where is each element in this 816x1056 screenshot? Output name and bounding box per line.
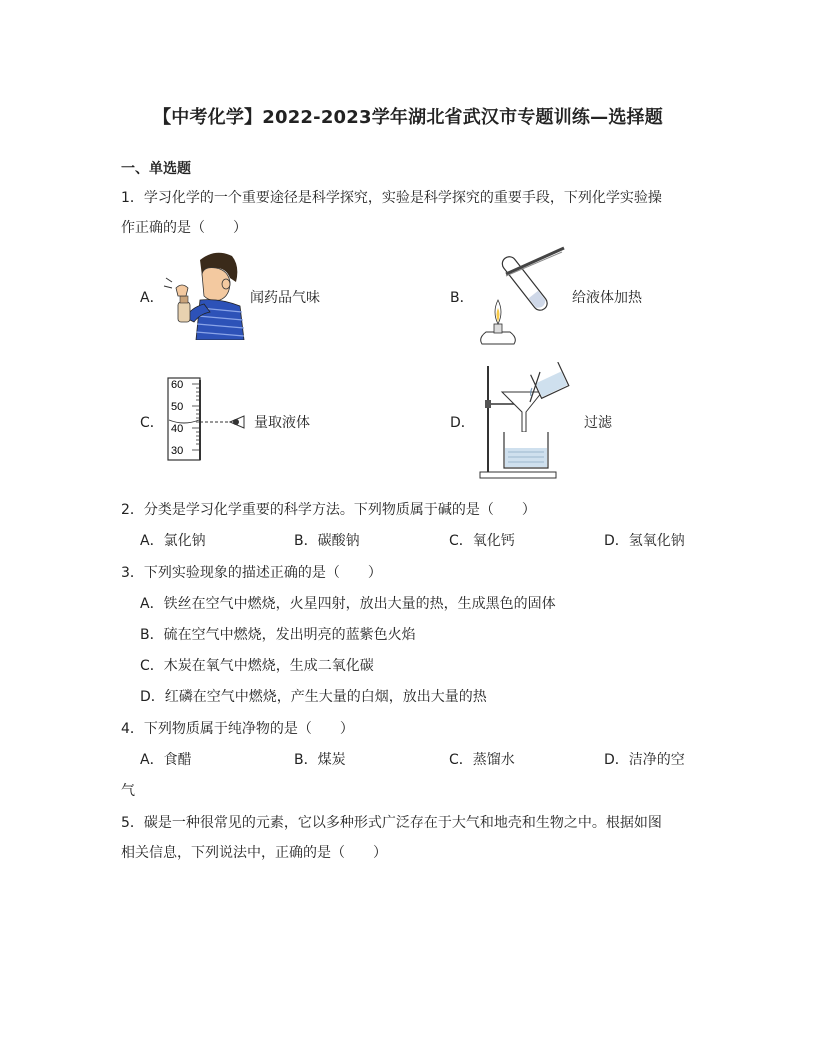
cylinder-tick-50: 50 [171,401,184,413]
question-5-stem-line1: 5．碳是一种很常见的元素，它以多种形式广泛存在于大气和地壳和生物之中。根据如图 [121,815,662,831]
q3-option-d: D．红磷在空气中燃烧，产生大量的白烟，放出大量的热 [140,689,487,705]
q1-option-a-label: 闻药品气味 [250,290,320,306]
q4-option-b: B．煤炭 [294,752,346,768]
question-1-stem-line1: 1．学习化学的一个重要途径是科学探究，实验是科学探究的重要手段，下列化学实验操 [121,190,662,206]
q4-option-d-wrap: 气 [121,783,135,799]
q1-option-c-letter: C． [140,415,164,431]
q1-option-d-label: 过滤 [584,415,612,431]
q2-option-a: A．氯化钠 [140,533,206,549]
q2-option-d: D．氢氧化钠 [604,533,685,549]
q2-option-c: C．氧化钙 [449,533,515,549]
page-title: 【中考化学】2022-2023学年湖北省武汉市专题训练—选择题 [153,107,663,128]
cylinder-tick-30: 30 [171,445,184,457]
q3-option-c: C．木炭在氧气中燃烧，生成二氧化碳 [140,658,374,674]
cylinder-tick-40: 40 [171,423,184,435]
question-2-stem: 2．分类是学习化学重要的科学方法。下列物质属于碱的是（ ） [121,502,536,518]
q3-option-b: B．硫在空气中燃烧，发出明亮的蓝紫色火焰 [140,627,416,643]
q1-option-b-label: 给液体加热 [572,290,642,306]
q3-option-a: A．铁丝在空气中燃烧，火星四射，放出大量的热，生成黑色的固体 [140,596,556,612]
graduated-cylinder-figure [164,376,254,464]
question-1-stem-line2: 作正确的是（ ） [121,220,247,236]
q4-option-d: D．洁净的空 [604,752,685,768]
question-5-stem-line2: 相关信息，下列说法中，正确的是（ ） [121,845,387,861]
section-heading: 一、单选题 [121,161,191,177]
q2-option-b: B．碳酸钠 [294,533,360,549]
q4-option-a: A．食醋 [140,752,192,768]
q1-option-d-letter: D． [450,415,475,431]
filtration-figure [474,362,574,480]
q4-option-c: C．蒸馏水 [449,752,515,768]
question-4-stem: 4．下列物质属于纯净物的是（ ） [121,721,354,737]
q1-option-a-letter: A． [140,290,164,306]
q1-option-c-label: 量取液体 [254,415,310,431]
q1-option-b-letter: B． [450,290,474,306]
cylinder-tick-60: 60 [171,379,184,391]
smelling-chemical-figure [160,248,252,340]
question-3-stem: 3．下列实验现象的描述正确的是（ ） [121,565,382,581]
liquid-heating-figure [468,246,572,346]
